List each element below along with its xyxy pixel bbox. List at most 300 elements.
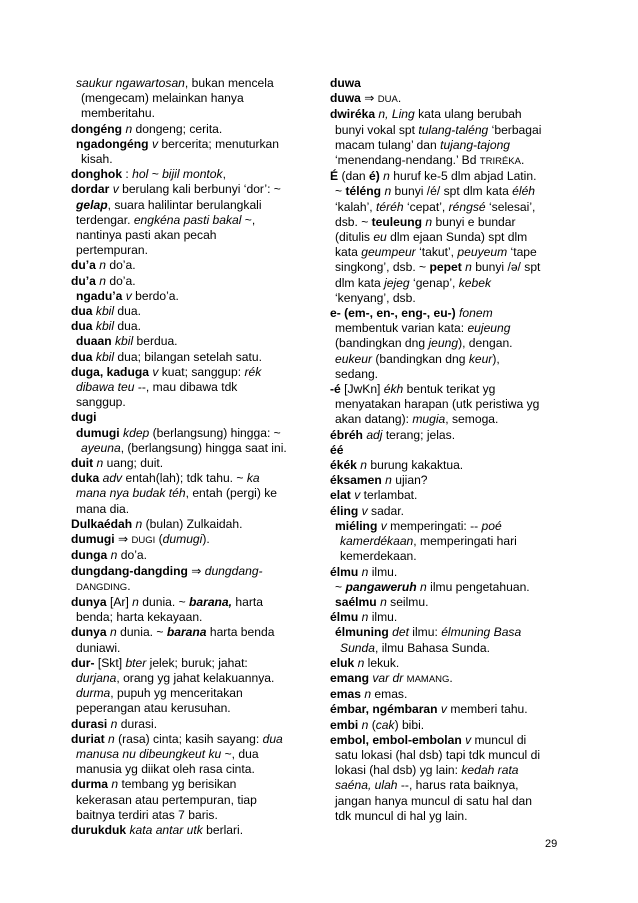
entry-text: n — [383, 169, 390, 184]
entry-line — [330, 504, 570, 519]
entry-text: singkong’, dsb. ~ — [335, 260, 430, 275]
entry-text: (bandingkan dng — [335, 336, 429, 351]
entry-text: satu lokasi (hal dsb) tapi tdk muncul di — [335, 747, 541, 762]
headword: elat — [330, 488, 351, 503]
entry-line — [340, 641, 570, 656]
entry-text: dongeng; cerita. — [132, 121, 223, 136]
entry-text: bercerita; menuturkan — [157, 136, 279, 151]
entry-line — [335, 625, 570, 640]
entry-line — [330, 671, 570, 687]
headword: durma — [71, 777, 108, 792]
entry-text: do’a. — [117, 548, 147, 563]
headword: dordar — [71, 182, 110, 197]
entry-text: jejeg — [384, 275, 410, 290]
entry-text: durjana — [76, 670, 117, 685]
entry-line — [71, 410, 311, 425]
headword: dumugi — [71, 532, 115, 547]
dictionary-entry — [330, 443, 570, 458]
dictionary-entry — [71, 289, 311, 304]
entry-line — [335, 352, 570, 367]
dictionary-entry — [71, 777, 311, 823]
entry-line — [76, 701, 311, 716]
entry-line — [335, 245, 570, 260]
entry-text: n — [384, 184, 392, 199]
entry-text: n — [99, 258, 106, 273]
headword: -é — [330, 382, 341, 397]
entry-text: macam tulang’ dan — [335, 137, 441, 152]
entry-line — [335, 397, 570, 412]
entry-text: bentuk terikat yg — [403, 382, 496, 397]
entry-line — [76, 76, 311, 91]
entry-text: saéna, ulah — [335, 778, 398, 793]
dictionary-entry — [71, 137, 311, 167]
entry-line — [335, 321, 570, 336]
entry-text: cak — [375, 717, 395, 732]
entry-text: DANGDING — [76, 581, 128, 593]
entry-text: . — [449, 670, 453, 685]
entry-line — [76, 228, 311, 243]
entry-text: n — [99, 273, 106, 288]
dictionary-entry — [71, 410, 311, 425]
entry-text: dua; bilangan setelah satu. — [114, 349, 262, 364]
entry-text: manusia yg diikat oleh rasa cinta. — [76, 762, 255, 777]
dictionary-entry — [71, 182, 311, 258]
entry-text: bunyi vokal spt — [335, 122, 419, 137]
headword: teuleung — [371, 214, 423, 229]
headword: du’a — [71, 273, 96, 288]
entry-text: dua. — [114, 319, 141, 334]
dictionary-entry — [330, 306, 570, 382]
headword: dur- — [71, 655, 95, 670]
entry-line — [335, 763, 570, 778]
headword: É — [330, 169, 339, 184]
entry-line — [330, 91, 570, 107]
entry-text: n — [360, 458, 368, 473]
entry-text: n — [107, 731, 115, 746]
entry-text: det — [392, 625, 409, 640]
entry-text: [Skt] — [94, 655, 126, 670]
dictionary-entry — [330, 625, 570, 655]
entry-line — [76, 289, 311, 304]
headword: durukduk — [71, 822, 127, 837]
entry-text: (dan — [338, 169, 370, 184]
headword: téléng — [345, 184, 382, 199]
entry-line — [335, 794, 570, 809]
entry-text: poé — [481, 518, 502, 533]
headword: saélmu — [335, 594, 377, 609]
entry-text: ), — [492, 351, 500, 366]
entry-line — [335, 123, 570, 138]
entry-line — [340, 549, 570, 564]
entry-text: engkéna pasti bakal — [133, 212, 242, 227]
entry-text: durasi. — [117, 716, 158, 731]
dictionary-column-right — [330, 76, 570, 824]
entry-text: n — [380, 594, 387, 609]
entry-text: peuyeum — [457, 245, 508, 260]
entry-line — [330, 458, 570, 473]
entry-text: hol ~ bijil montok — [132, 167, 223, 182]
entry-line — [335, 595, 570, 610]
page-number: 29 — [545, 838, 558, 850]
entry-text: n — [110, 625, 117, 640]
entry-text: , pupuh yg menceritakan — [110, 686, 243, 701]
headword: dua — [71, 349, 93, 364]
entry-text: n — [110, 548, 118, 563]
entry-line — [76, 793, 311, 808]
entry-text: ‘cepat’, — [403, 199, 449, 214]
entry-line — [335, 519, 570, 534]
entry-line — [335, 276, 570, 291]
headword: embol, embol-embolan — [330, 732, 462, 747]
entry-text: ~, — [241, 212, 256, 227]
entry-text: n — [110, 716, 118, 731]
entry-line — [330, 610, 570, 625]
headword: éling — [330, 503, 359, 518]
entry-text: dungdang- — [204, 563, 263, 578]
entry-text: ékh — [383, 382, 404, 397]
entry-text: ‘berbagai — [488, 122, 542, 137]
entry-text: v — [125, 288, 132, 303]
entry-line — [330, 169, 570, 184]
entry-text: ‘kenyang’, dsb. — [335, 290, 416, 305]
dictionary-entry — [330, 671, 570, 687]
entry-text: duniawi. — [76, 640, 121, 655]
entry-text: n — [125, 121, 133, 136]
entry-line — [76, 486, 311, 501]
entry-text: --, harus rata baiknya, — [397, 778, 519, 793]
dictionary-entry — [71, 334, 311, 349]
entry-text: do’a. — [105, 273, 136, 288]
entry-text: kamerdékaan — [340, 534, 414, 549]
entry-text: n — [364, 687, 372, 702]
headword: e- (em-, en-, eng-, eu-) — [330, 306, 456, 321]
entry-text: sadar. — [367, 503, 404, 518]
dictionary-entry — [71, 274, 311, 289]
entry-line — [330, 428, 570, 443]
entry-text: v — [361, 503, 368, 518]
headword: élmu — [330, 564, 359, 579]
entry-line — [71, 517, 311, 532]
entry-text: emas. — [371, 687, 408, 702]
dictionary-entry — [330, 595, 570, 610]
entry-line — [340, 534, 570, 549]
entry-text: v — [380, 518, 387, 533]
headword: emas — [330, 687, 361, 702]
entry-text: geumpeur — [361, 245, 416, 260]
entry-line — [76, 747, 311, 762]
entry-line — [71, 122, 311, 137]
entry-text: eukeur — [335, 351, 372, 366]
entry-text: ) bibi. — [394, 717, 425, 732]
entry-text: kemerdekaan. — [340, 549, 417, 564]
dictionary-entry — [330, 610, 570, 625]
entry-line — [330, 76, 570, 91]
entry-text: tulang-taléng — [418, 122, 489, 137]
entry-text: n — [111, 777, 119, 792]
entry-line — [330, 107, 570, 122]
entry-text: terdengar. — [76, 212, 134, 227]
headword: dongéng — [71, 121, 123, 136]
entry-line — [71, 471, 311, 486]
entry-text: éléh — [512, 184, 536, 199]
dictionary-entry — [330, 458, 570, 473]
entry-line — [71, 532, 311, 548]
entry-line — [71, 365, 311, 380]
entry-line — [330, 718, 570, 733]
entry-text: pertempuran. — [76, 243, 148, 258]
dictionary-entry — [330, 702, 570, 717]
dictionary-entry — [330, 565, 570, 580]
entry-text: benda; harta kekayaan. — [76, 610, 203, 625]
dictionary-entry — [71, 76, 311, 122]
dictionary-entry — [71, 532, 311, 548]
entry-line — [71, 258, 311, 273]
entry-text: ), dengan. — [458, 336, 513, 351]
headword: miéling — [335, 518, 378, 533]
entry-text: membentuk varian kata: — [335, 321, 468, 336]
entry-line — [330, 656, 570, 671]
entry-line — [76, 762, 311, 777]
entry-text: rék — [244, 364, 262, 379]
entry-line — [71, 548, 311, 563]
entry-text: ~ — [335, 184, 346, 199]
entry-text: seilmu. — [386, 594, 429, 609]
entry-text: kedah rata — [461, 763, 519, 778]
entry-line — [330, 443, 570, 458]
entry-text: huruf ke-5 dlm abjad Latin. — [389, 169, 537, 184]
entry-line — [330, 702, 570, 717]
entry-text: var dr — [372, 670, 404, 685]
entry-text: . — [397, 91, 402, 106]
entry-text: ujian? — [391, 473, 428, 488]
entry-line — [81, 441, 311, 456]
entry-text: ⇒ — [360, 91, 378, 106]
entry-text: dlm ejaan Sunda) spt dlm — [386, 230, 528, 245]
headword: pepet — [429, 260, 462, 275]
entry-text: TRIRÉKA — [479, 156, 521, 168]
entry-line — [335, 336, 570, 351]
entry-text: , orang yg jahat kelakuannya. — [116, 670, 275, 685]
dictionary-entry — [71, 426, 311, 456]
entry-text: mugia — [412, 412, 446, 427]
entry-text: berdua. — [133, 334, 178, 349]
entry-line — [71, 732, 311, 747]
entry-line — [71, 595, 311, 610]
entry-text: kata antar utk — [129, 822, 203, 837]
entry-text: lekuk. — [364, 655, 400, 670]
entry-text: , semoga. — [445, 412, 499, 427]
entry-text: adj — [366, 427, 383, 442]
dictionary-entry — [71, 548, 311, 563]
dictionary-entry — [71, 732, 311, 778]
entry-line — [81, 106, 311, 121]
dictionary-column-left — [71, 76, 311, 838]
entry-line — [76, 380, 311, 395]
dictionary-entry — [71, 517, 311, 532]
dictionary-entry — [71, 319, 311, 334]
entry-text: , — [222, 167, 226, 182]
headword: dugi — [71, 410, 97, 425]
dictionary-entry — [330, 687, 570, 702]
entry-text: fonem — [459, 306, 493, 321]
entry-line — [71, 656, 311, 671]
dictionary-entry — [330, 519, 570, 565]
entry-text: dua. — [114, 304, 141, 319]
entry-text: bunyi e bundar — [432, 214, 516, 229]
entry-text: [JwKn] — [340, 382, 384, 397]
entry-text: MAMANG — [406, 673, 450, 685]
dictionary-entry — [71, 717, 311, 732]
entry-text: , suara halilintar berulangkali — [107, 197, 262, 212]
headword: duaan — [76, 334, 112, 349]
entry-text: harta benda — [206, 625, 275, 640]
headword: dunya — [71, 594, 107, 609]
headword: duga, kaduga — [71, 364, 149, 379]
entry-text: v — [112, 182, 119, 197]
entry-text: ‘genap’, — [409, 275, 459, 290]
headword: ngadu’a — [76, 288, 123, 303]
entry-text: n — [361, 564, 369, 579]
entry-line — [335, 367, 570, 382]
entry-text: Sunda — [340, 640, 375, 655]
entry-text: berdo’a. — [131, 288, 179, 303]
dictionary-entry — [330, 488, 570, 503]
headword: duwa — [330, 91, 361, 106]
headword: emang — [330, 670, 369, 685]
entry-line — [71, 350, 311, 365]
entry-line — [330, 382, 570, 397]
entry-text: memperingati: -- — [386, 518, 482, 533]
dictionary-entry — [71, 365, 311, 411]
entry-text: élmuning Basa — [441, 625, 522, 640]
headword: élmuning — [335, 625, 389, 640]
entry-text: n — [361, 610, 369, 625]
entry-line — [335, 260, 570, 275]
dictionary-entry — [330, 107, 570, 169]
entry-line — [76, 641, 311, 656]
entry-text: ( — [155, 532, 163, 547]
entry-text: , (berlangsung) hingga saat ini. — [120, 440, 287, 455]
dictionary-entry — [71, 823, 311, 838]
entry-text: mana dia. — [76, 501, 130, 516]
entry-text: tujang-tajong — [440, 137, 511, 152]
entry-text: v — [151, 136, 158, 151]
headword: dungdang-dangding — [71, 563, 188, 578]
entry-text: n — [357, 655, 365, 670]
entry-line — [71, 167, 311, 182]
entry-line — [71, 564, 311, 579]
entry-text: muncul di — [471, 732, 527, 747]
entry-text: ‘kalah’, — [335, 199, 377, 214]
entry-text: v — [354, 488, 361, 503]
headword: duwa — [330, 76, 361, 90]
entry-line — [335, 412, 570, 427]
dictionary-entry — [71, 595, 311, 625]
headword: éksamen — [330, 473, 382, 488]
entry-text: , memperingati hari — [413, 534, 517, 549]
headword: pangaweruh — [345, 579, 417, 594]
entry-text: ilmu pengetahuan. — [426, 579, 530, 594]
entry-line — [71, 717, 311, 732]
headword: Dulkaédah — [71, 516, 133, 531]
entry-line — [81, 91, 311, 106]
entry-text: dunia. ~ — [116, 625, 167, 640]
dictionary-entry — [71, 456, 311, 471]
entry-text: terang; jelas. — [382, 427, 456, 442]
entry-line — [335, 748, 570, 763]
entry-text: ‘takut’, — [415, 245, 458, 260]
entry-text: : — [122, 167, 133, 182]
dictionary-entry — [71, 350, 311, 365]
entry-text: baitnya terdiri atas 7 baris. — [76, 807, 218, 822]
entry-line — [71, 182, 311, 197]
entry-text: kbil — [95, 319, 115, 334]
entry-text: tdk muncul di hal yg lain. — [335, 808, 468, 823]
entry-line — [76, 198, 311, 213]
entry-line — [335, 215, 570, 230]
entry-line — [71, 625, 311, 640]
dictionary-entry — [71, 304, 311, 319]
entry-line — [76, 137, 311, 152]
entry-text: sanggup. — [76, 395, 126, 410]
entry-text: bunyi /ə/ spt — [471, 260, 541, 275]
headword: dua — [71, 304, 93, 319]
headword: émbar, ngémbaran — [330, 702, 438, 717]
headword: embi — [330, 717, 359, 732]
entry-text: durma — [76, 686, 111, 701]
dictionary-entry — [330, 428, 570, 443]
entry-text: bter — [125, 655, 147, 670]
headword: duit — [71, 456, 94, 471]
entry-text: kisah. — [81, 152, 113, 167]
headword: barana, — [189, 594, 233, 609]
entry-line — [76, 243, 311, 258]
entry-line — [76, 610, 311, 625]
entry-text: ~ — [335, 579, 346, 594]
entry-line — [76, 808, 311, 823]
entry-text: v — [465, 732, 472, 747]
entry-text: ilmu. — [368, 610, 398, 625]
entry-text: kbil — [95, 304, 115, 319]
entry-text: berlari. — [202, 822, 244, 837]
entry-text: do’a. — [105, 258, 136, 273]
entry-text: n — [132, 594, 139, 609]
entry-text: n — [361, 717, 369, 732]
entry-line — [76, 579, 311, 595]
dictionary-entry — [71, 471, 311, 517]
dictionary-entry — [330, 91, 570, 107]
entry-text: kdep — [123, 425, 150, 440]
entry-text: , bukan mencela — [184, 76, 274, 90]
dictionary-entry — [71, 625, 311, 655]
dictionary-entry — [330, 382, 570, 428]
entry-text: dunia. ~ — [138, 594, 189, 609]
entry-text: dumugi — [162, 532, 203, 547]
entry-text: harta — [232, 594, 263, 609]
entry-text: n — [385, 473, 392, 488]
dictionary-entry — [330, 656, 570, 671]
entry-line — [335, 200, 570, 215]
entry-text: dsb. ~ — [335, 214, 372, 229]
entry-text: uang; duit. — [103, 456, 164, 471]
entry-text: sedang. — [335, 366, 379, 381]
entry-text: --, mau dibawa tdk — [134, 380, 238, 395]
entry-text: v — [440, 702, 447, 717]
entry-text: ka — [246, 471, 260, 486]
entry-text: kbil — [115, 334, 134, 349]
entry-text: (mengecam) melainkan hanya — [81, 91, 244, 106]
entry-line — [71, 777, 311, 792]
